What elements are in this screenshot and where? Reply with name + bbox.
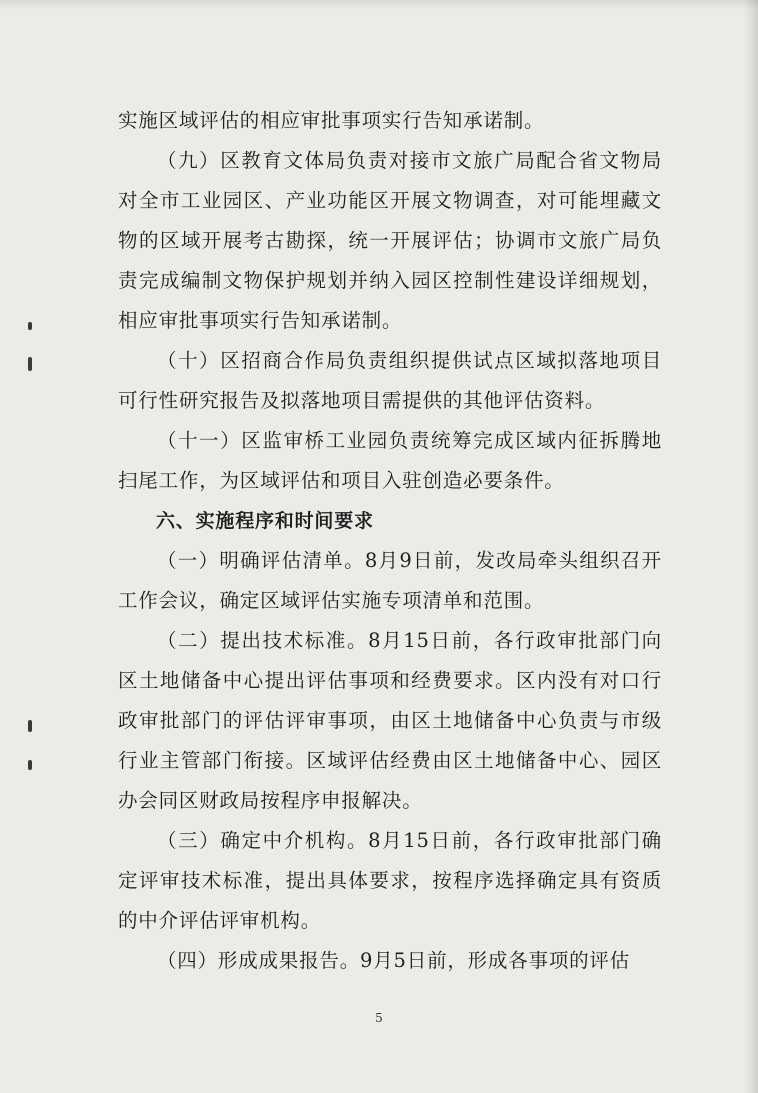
paragraph-step-1: （一）明确评估清单。8月9日前，发改局牵头组织召开工作会议，确定区域评估实施专项清单和范围。 (118, 549, 662, 612)
binding-hole-mark (28, 720, 32, 732)
paragraph-continuation: 实施区域评估的相应审批事项实行告知承诺制。 (118, 109, 545, 132)
paragraph-item-11: （十一）区监审桥工业园负责统筹完成区域内征拆腾地扫尾工作，为区域评估和项目入驻创造必要条件。 (118, 429, 662, 492)
paragraph-step-2: （二）提出技术标准。8月15日前，各行政审批部门向区土地储备中心提出评估事项和经费要求。区内没有对口行政审批部门的评估评审事项，由区土地储备中心负责与市级行业主管部门衔接。区域评估经费由区土地储备中心、园区办会同区财政局按程序申报解决。 (118, 629, 662, 812)
paragraph-item-10: （十）区招商合作局负责组织提供试点区域拟落地项目可行性研究报告及拟落地项目需提供的其他评估资料。 (118, 349, 662, 412)
page-number: 5 (375, 1011, 383, 1025)
binding-hole-mark (28, 322, 32, 330)
paragraph-step-3: （三）确定中介机构。8月15日前，各行政审批部门确定评审技术标准，提出具体要求，按程序选择确定具有资质的中介评估评审机构。 (118, 829, 662, 932)
document-body (118, 101, 662, 981)
binding-hole-mark (28, 760, 32, 770)
section-heading: 六、实施程序和时间要求 (156, 510, 374, 532)
right-edge-shadow (744, 0, 758, 1093)
binding-hole-mark (28, 357, 32, 371)
paragraph-step-4: （四）形成成果报告。9月5日前，形成各事项的评估 (157, 949, 631, 972)
paragraph-item-9: （九）区教育文体局负责对接市文旅广局配合省文物局对全市工业园区、产业功能区开展文物调查，对可能埋藏文物的区域开展考古勘探，统一开展评估；协调市文旅广局负责完成编制文物保护规划并纳入园区控制性建设详细规划，相应审批事项实行告知承诺制。 (118, 149, 662, 332)
top-edge-shadow (0, 0, 758, 10)
